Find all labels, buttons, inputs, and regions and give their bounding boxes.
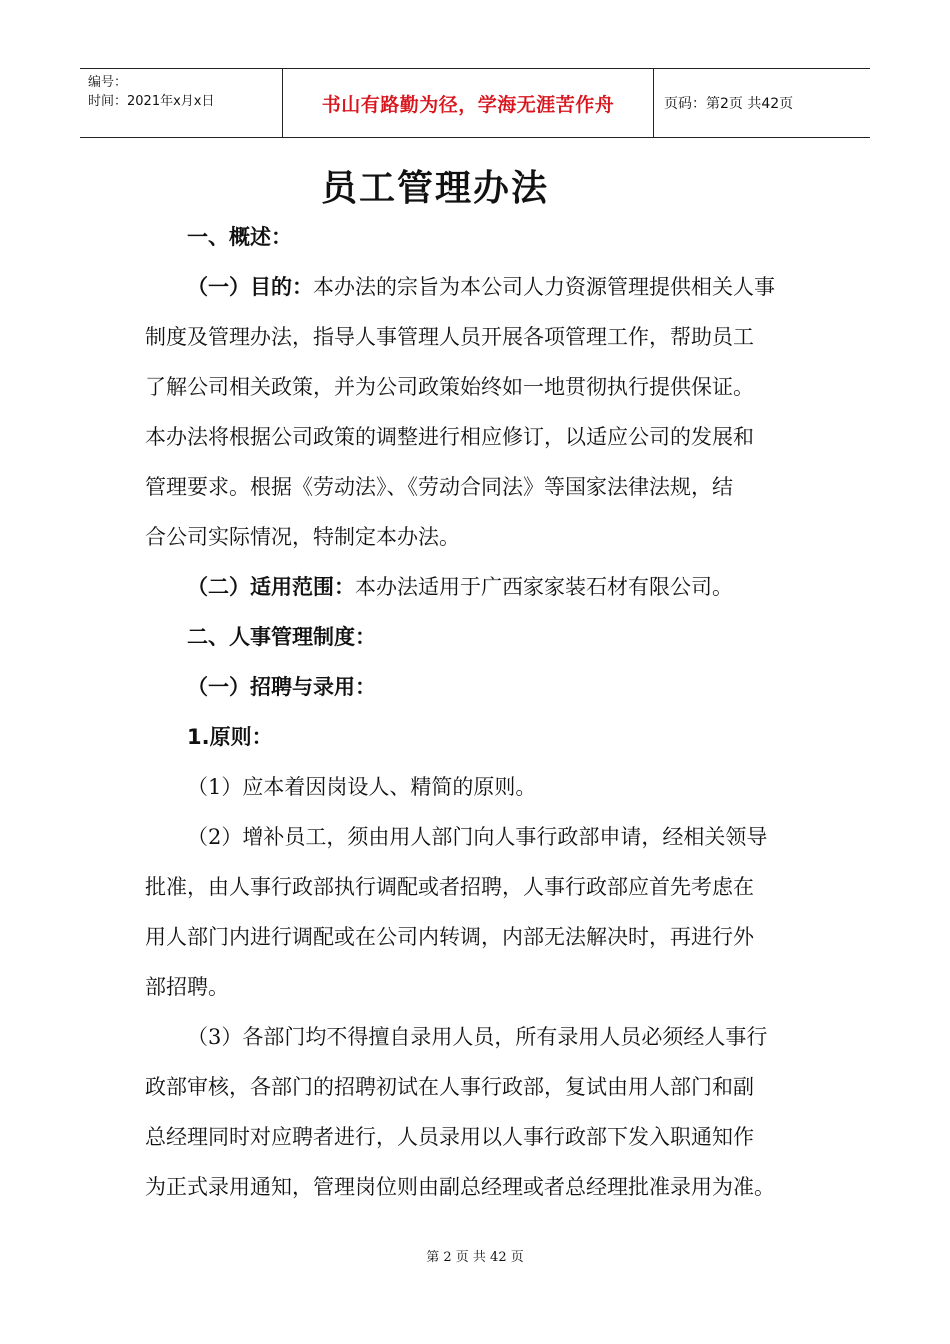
- purpose-text-line-6: 合公司实际情况，特制定本办法。: [145, 525, 460, 549]
- rule-2-line-3: 用人部门内进行调配或在公司内转调，内部无法解决时，再进行外: [145, 925, 754, 949]
- document-title: 员工管理办法: [320, 167, 549, 209]
- header-time: 时间：2021年x月x日: [88, 94, 215, 109]
- header-number: 编号：: [88, 75, 128, 90]
- header-motto: 书山有路勤为径，学海无涯苦作舟: [282, 69, 654, 137]
- section-2-heading: 二、人事管理制度：: [187, 625, 376, 649]
- header-page-info: 页码：第2页 共42页: [664, 96, 794, 112]
- rule-3-line-2: 政部审核，各部门的招聘初试在人事行政部，复试由用人部门和副: [145, 1075, 754, 1099]
- paragraph-scope: [145, 562, 825, 612]
- page-header: [80, 68, 870, 138]
- purpose-text-line-3: 了解公司相关政策，并为公司政策始终如一地贯彻执行提供保证。: [145, 375, 754, 399]
- scope-text: 本办法适用于广西家家装石材有限公司。: [355, 575, 733, 599]
- section-1-heading: 一、概述：: [187, 225, 292, 249]
- rule-3-line-3: 总经理同时对应聘者进行，人员录用以人事行政部下发入职通知作: [145, 1125, 754, 1149]
- purpose-label: （一）目的：: [187, 275, 313, 299]
- purpose-text-line-1: 本办法的宗旨为本公司人力资源管理提供相关人事: [313, 275, 775, 299]
- purpose-text-line-5: 管理要求。根据《劳动法》、《劳动合同法》等国家法律法规，结: [145, 475, 733, 499]
- header-meta: [80, 69, 282, 137]
- paragraph-purpose: [145, 262, 825, 312]
- purpose-text-line-4: 本办法将根据公司政策的调整进行相应修订，以适应公司的发展和: [145, 425, 754, 449]
- principle-heading: 1.原则：: [187, 725, 273, 749]
- rule-2-line-2: 批准，由人事行政部执行调配或者招聘，人事行政部应首先考虑在: [145, 875, 754, 899]
- scope-label: （二）适用范围：: [187, 575, 355, 599]
- page-footer: 第 2 页 共 42 页: [426, 1250, 524, 1265]
- rule-1: （1）应本着因岗设人、精简的原则。: [187, 775, 537, 799]
- rule-2-line-4: 部招聘。: [145, 975, 229, 999]
- rule-2-line-1: （2）增补员工，须由用人部门向人事行政部申请，经相关领导: [187, 825, 768, 849]
- purpose-text-line-2: 制度及管理办法，指导人事管理人员开展各项管理工作，帮助员工: [145, 325, 754, 349]
- document-body: [145, 212, 825, 1212]
- rule-3-line-1: （3）各部门均不得擅自录用人员，所有录用人员必须经人事行: [187, 1025, 768, 1049]
- rule-3-line-4: 为正式录用通知，管理岗位则由副总经理或者总经理批准录用为准。: [145, 1175, 775, 1199]
- recruitment-heading: （一）招聘与录用：: [187, 675, 376, 699]
